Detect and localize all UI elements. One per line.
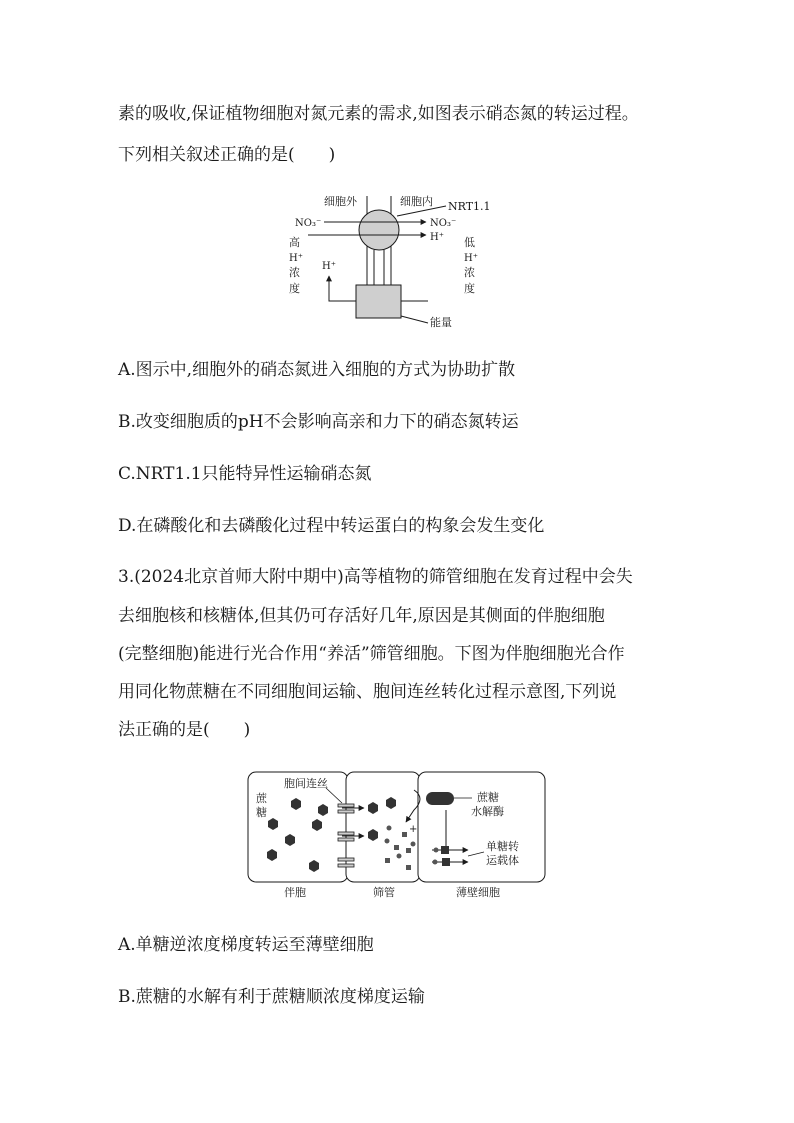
right-col-3: 度 bbox=[464, 282, 475, 295]
question-2-option-d[interactable]: D.在磷酸化和去磷酸化过程中转运蛋白的构象会发生变化 bbox=[118, 516, 545, 536]
monosaccharide-transporter bbox=[441, 846, 449, 854]
label-enzyme-1: 水解酶 bbox=[471, 805, 504, 818]
label-outside: 细胞外 bbox=[324, 195, 357, 208]
question-3-stem-line-4: 用同化物蔗糖在不同细胞间运输、胞间连丝转化过程示意图,下列说 bbox=[118, 682, 617, 702]
nitrate-transport-figure bbox=[280, 188, 520, 333]
right-col-2: 浓 bbox=[464, 266, 475, 279]
label-parenchyma-cell: 薄壁细胞 bbox=[456, 886, 500, 899]
label-sucrose-1: 糖 bbox=[256, 806, 267, 819]
label-h-inside: H⁺ bbox=[430, 232, 444, 243]
label-sieve-tube: 筛管 bbox=[373, 886, 395, 899]
transporter-2 bbox=[442, 858, 450, 866]
question-3-stem-line-5: 法正确的是( ) bbox=[118, 720, 251, 740]
question-3-stem-line-2: 去细胞核和核糖体,但其仍可存活好几年,原因是其侧面的伴胞细胞 bbox=[118, 606, 605, 626]
sucrose-transport-figure bbox=[246, 770, 548, 902]
question-2-option-a[interactable]: A.图示中,细胞外的硝态氮进入细胞的方式为协助扩散 bbox=[118, 360, 516, 380]
question-3-option-b[interactable]: B.蔗糖的水解有利于蔗糖顺浓度梯度运输 bbox=[118, 987, 425, 1007]
question-2-stem-line-2: 下列相关叙述正确的是( ) bbox=[118, 145, 336, 165]
label-h-pump: H⁺ bbox=[322, 261, 336, 272]
question-3-option-a[interactable]: A.单糖逆浓度梯度转运至薄壁细胞 bbox=[118, 935, 374, 955]
right-col-0: 低 bbox=[464, 236, 475, 249]
label-companion-cell: 伴胞 bbox=[284, 886, 306, 899]
label-plasmodesmata: 胞间连丝 bbox=[284, 777, 328, 790]
label-enzyme-0: 蔗糖 bbox=[477, 791, 499, 804]
left-col-2: 浓 bbox=[289, 266, 300, 279]
label-energy: 能量 bbox=[430, 316, 452, 329]
label-no3-outside: NO₃⁻ bbox=[295, 218, 322, 229]
plus-sign: + bbox=[409, 824, 418, 835]
label-transporter-0: 单糖转 bbox=[486, 840, 519, 853]
sucrase-enzyme bbox=[426, 792, 454, 805]
question-3-stem-line-1: 3.(2024北京首师大附中期中)高等植物的筛管细胞在发育过程中会失 bbox=[118, 567, 633, 587]
label-nrt: NRT1.1 bbox=[448, 200, 491, 213]
question-2-option-c[interactable]: C.NRT1.1只能特异性运输硝态氮 bbox=[118, 464, 372, 484]
label-no3-inside: NO₃⁻ bbox=[430, 218, 457, 229]
question-3-stem-line-3: (完整细胞)能进行光合作用“养活”筛管细胞。下图为伴胞细胞光合作 bbox=[118, 644, 625, 664]
left-col-0: 高 bbox=[289, 236, 300, 249]
label-transporter-1: 运载体 bbox=[486, 854, 519, 867]
label-inside: 细胞内 bbox=[400, 195, 433, 208]
left-col-1: H⁺ bbox=[289, 253, 303, 264]
label-sucrose-0: 蔗 bbox=[256, 792, 267, 805]
question-2-option-b[interactable]: B.改变细胞质的pH不会影响高亲和力下的硝态氮转运 bbox=[118, 412, 519, 432]
left-col-3: 度 bbox=[289, 282, 300, 295]
right-col-1: H⁺ bbox=[464, 253, 478, 264]
nrt-transporter-protein bbox=[359, 210, 399, 250]
proton-pump bbox=[356, 285, 401, 318]
question-2-stem-line-1: 素的吸收,保证植物细胞对氮元素的需求,如图表示硝态氮的转运过程。 bbox=[118, 104, 639, 124]
parenchyma-cell bbox=[418, 772, 545, 882]
